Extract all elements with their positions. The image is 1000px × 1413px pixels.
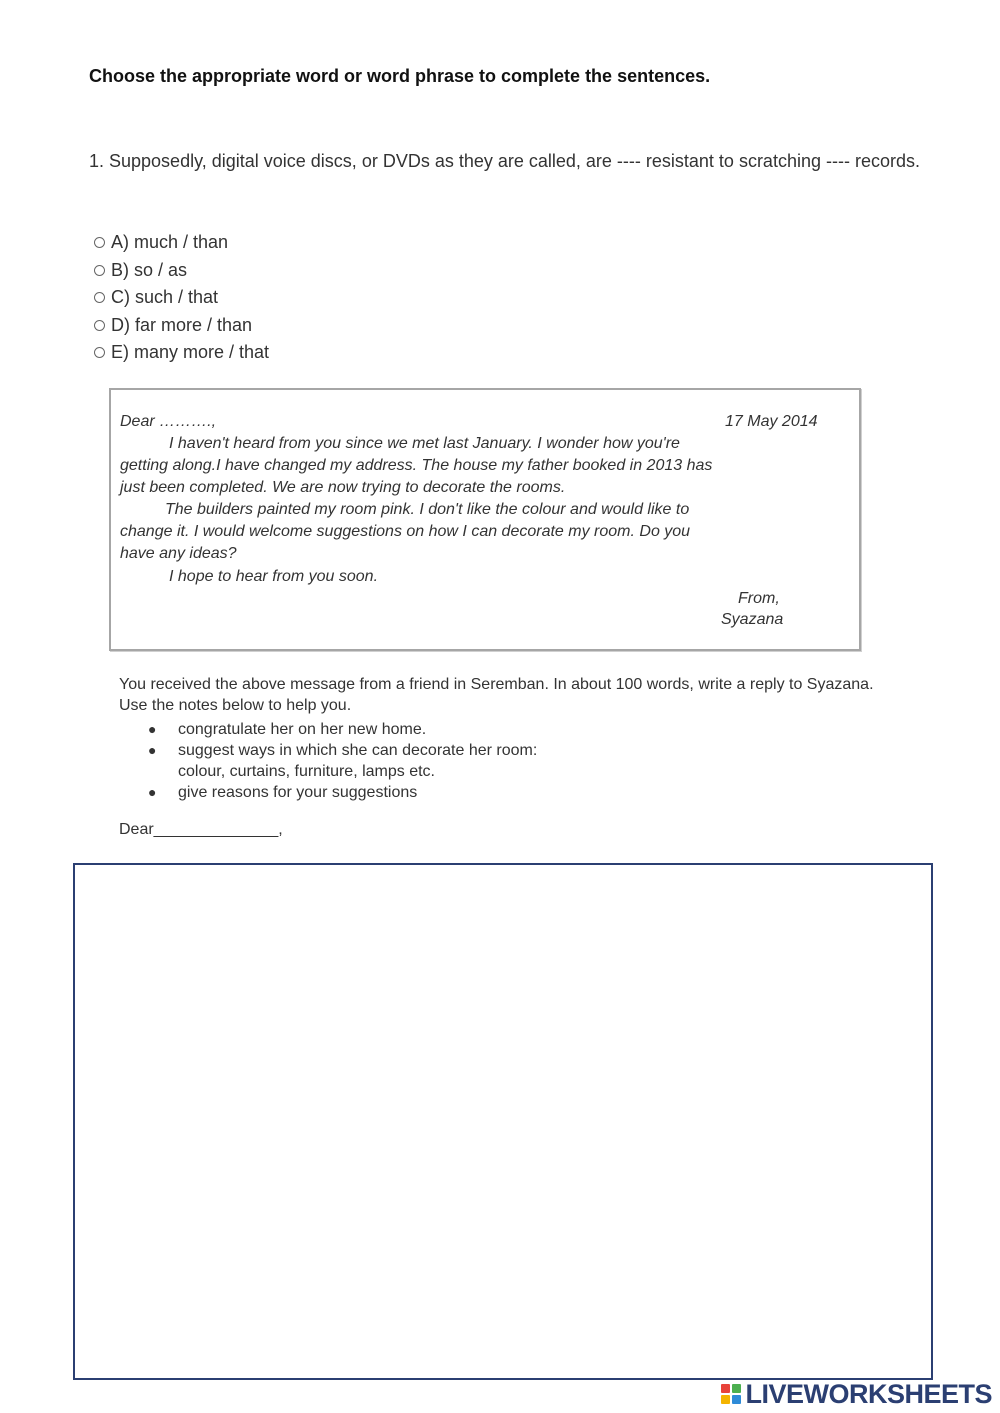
logo-tile [721,1384,730,1393]
option-a[interactable] [94,229,269,257]
letter-line: just been completed. We are now trying to decorate the rooms. [120,479,566,496]
note-item [148,782,537,803]
letter-date: 17 May 2014 [725,413,818,430]
bullet-icon: ● [148,784,157,800]
radio-icon[interactable] [94,347,105,358]
option-label: A) much / than [111,232,229,253]
letter-box [109,388,861,651]
reply-dear-line: Dear______________, [119,821,283,838]
option-d[interactable] [94,312,269,340]
liveworksheets-logo [721,1378,992,1410]
task-instructions: You received the above message from a friend in Seremban. In about 100 words, write a reply to Syazana. Use the notes below to help you. [119,676,874,714]
option-label: D) far more / than [111,314,253,335]
note-text: give reasons for your suggestions [178,784,418,801]
option-e[interactable] [94,339,269,367]
logo-tile [732,1395,741,1404]
letter-line: The builders painted my room pink. I don't like the colour and would like to [165,501,690,518]
option-label: B) so / as [111,259,188,280]
note-item [148,740,537,782]
radio-icon[interactable] [94,292,105,303]
radio-icon[interactable] [94,237,105,248]
bullet-icon: ● [148,721,157,737]
logo-text: LIVEWORKSHEETS [745,1378,992,1409]
letter-salutation: Dear ………., [120,413,217,430]
logo-tile [732,1384,741,1393]
logo-tiles-icon [721,1384,741,1404]
radio-icon[interactable] [94,265,105,276]
instruction-heading: Choose the appropriate word or word phrase to complete the sentences. [89,66,711,86]
option-label: C) such / that [111,287,219,308]
note-text: colour, curtains, furniture, lamps etc. [178,763,435,780]
letter-line: change it. I would welcome suggestions on how I can decorate my room. Do you [120,523,691,540]
note-item [148,719,537,740]
option-label: E) many more / that [111,342,270,363]
question-1-text: 1. Supposedly, digital voice discs, or DVDs as they are called, are ---- resistant to scratching ---- records. [89,151,920,171]
letter-closing: From, [738,590,780,607]
letter-line: getting along.I have changed my address. The house my father booked in 2013 has [120,457,713,474]
letter-signature: Syazana [721,611,784,628]
option-c[interactable] [94,284,269,312]
letter-line: have any ideas? [120,545,237,562]
note-text: suggest ways in which she can decorate her room: [178,742,538,759]
note-text: congratulate her on her new home. [178,721,427,738]
task-notes [148,719,537,803]
letter-line: I haven't heard from you since we met last January. I wonder how you're [169,435,680,452]
logo-tile [721,1395,730,1404]
answer-options [94,229,269,367]
bullet-icon: ● [148,742,157,758]
option-b[interactable] [94,257,269,285]
answer-text-box[interactable] [73,863,933,1380]
letter-line: I hope to hear from you soon. [169,568,379,585]
radio-icon[interactable] [94,320,105,331]
